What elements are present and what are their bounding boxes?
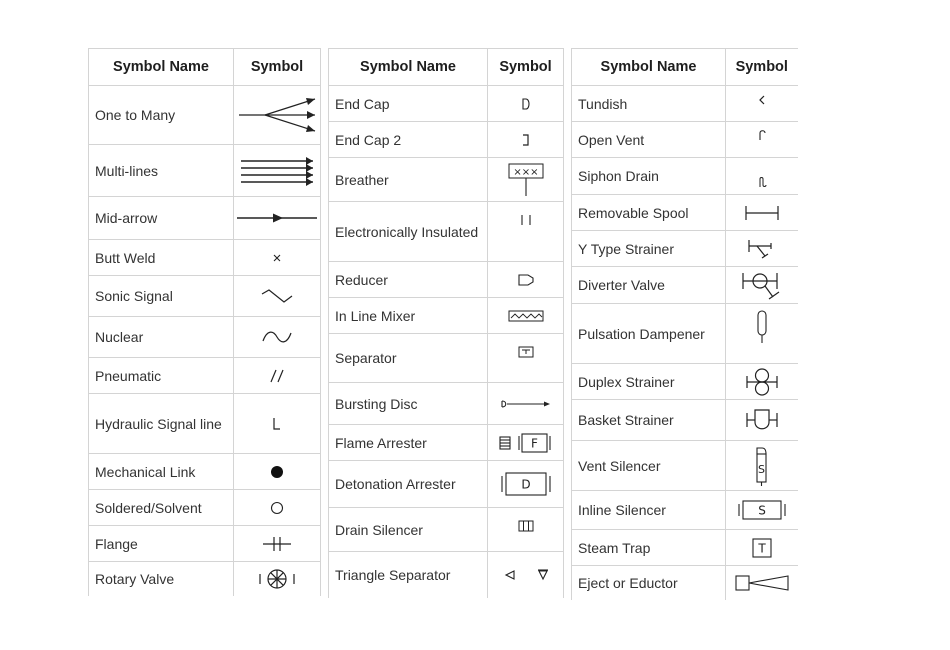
symbol-name: End Cap 2 [329,122,488,158]
sonic-signal-icon [261,288,293,304]
table-row [329,334,564,383]
pulsation-dampener-icon [756,310,768,344]
table-row [329,461,564,508]
table-row [329,383,564,425]
bursting-disc-icon [501,399,551,409]
flame-arrester-symbol-text: F [530,436,538,450]
symbol-name: Multi-lines [89,145,234,197]
symbol-name: Breather [329,158,488,202]
detonation-arrester-symbol-text: D [520,477,531,492]
symbol-name: Nuclear [89,317,234,358]
symbol-name: Pulsation Dampener [572,304,726,364]
table-row [572,231,798,267]
symbol-name: Flange [89,526,234,562]
table-row [329,202,564,262]
symbol-name: Tundish [572,86,726,122]
rotary-valve-icon [257,568,297,590]
open-vent-icon [757,129,767,141]
symbol-name: Bursting Disc [329,383,488,425]
table-row [89,276,321,317]
symbol-name: Drain Silencer [329,508,488,552]
symbol-name: Mid-arrow [89,197,234,240]
symbol-name-header: Symbol Name [89,49,234,86]
breather-symbol-text: ××× [512,166,539,178]
table-row [572,195,798,231]
separator-icon [518,346,534,358]
removable-spool-icon [744,205,780,221]
symbol-header: Symbol [234,49,321,86]
table-row [329,298,564,334]
inline-silencer-icon [737,499,787,521]
symbol-name: Y Type Strainer [572,231,726,267]
symbol-name: Triangle Separator [329,552,488,598]
symbol-name: Reducer [329,262,488,298]
symbol-name: Removable Spool [572,195,726,231]
hydraulic-signal-icon [272,417,282,431]
symbol-name: Mechanical Link [89,454,234,490]
table-row [89,240,321,276]
symbol-name: Vent Silencer [572,441,726,491]
flange-icon [263,536,291,552]
table-row [572,491,798,530]
mid-arrow-icon [237,212,317,224]
symbol-name: Sonic Signal [89,276,234,317]
detonation-arrester-icon [500,471,552,497]
mechanical-link-icon [270,465,284,479]
symbol-name: Separator [329,334,488,383]
symbol-header: Symbol [488,49,564,86]
symbol-name: In Line Mixer [329,298,488,334]
y-type-strainer-icon [747,239,777,259]
table-row [572,400,798,441]
table-row [89,358,321,394]
table-header-row [329,49,564,86]
symbol-name: Eject or Eductor [572,566,726,600]
symbol-name: Steam Trap [572,530,726,566]
symbol-name: Duplex Strainer [572,364,726,400]
reducer-icon [518,274,534,286]
steam-trap-icon [751,537,773,559]
one-to-many-icon [237,95,317,135]
vent-silencer-icon [754,446,770,486]
symbol-name-header: Symbol Name [572,49,726,86]
table-row [89,394,321,454]
symbols-table-3 [571,48,798,600]
symbol-name: Open Vent [572,122,726,158]
table-row [89,562,321,596]
table-row [572,304,798,364]
symbol-name: Detonation Arrester [329,461,488,508]
symbol-name: Butt Weld [89,240,234,276]
symbol-name: Basket Strainer [572,400,726,441]
symbol-name: Hydraulic Signal line [89,394,234,454]
steam-trap-symbol-text: T [758,541,766,555]
diverter-valve-icon [741,270,783,300]
symbol-header: Symbol [726,49,798,86]
table-row [572,86,798,122]
table-row [572,122,798,158]
table-row [572,267,798,304]
inline-silencer-symbol-text: S [757,503,766,518]
pneumatic-icon [269,369,285,383]
table-row [89,145,321,197]
symbol-name: Electronically Insulated [329,202,488,262]
table-row [89,317,321,358]
electronically-insulated-icon [519,214,533,226]
table-row [329,262,564,298]
table-header-row [89,49,321,86]
symbol-name: Diverter Valve [572,267,726,304]
symbol-name: Siphon Drain [572,158,726,195]
table-row [329,508,564,552]
multi-lines-icon [239,156,315,186]
table-row [89,490,321,526]
symbols-table-2 [328,48,564,598]
symbols-table-1 [88,48,321,596]
symbol-name: Flame Arrester [329,425,488,461]
butt-weld-icon [272,253,282,263]
table-row [572,158,798,195]
in-line-mixer-icon [508,310,544,322]
duplex-strainer-icon [744,367,780,397]
breather-icon [507,163,545,197]
drain-silencer-icon [518,520,534,532]
flame-arrester-icon [498,432,554,454]
end-cap-2-icon [521,133,531,147]
end-cap-icon [521,97,531,111]
tundish-icon [757,94,767,106]
table-row [89,86,321,145]
table-row [572,441,798,491]
table-row [329,122,564,158]
table-row [329,425,564,461]
symbol-name: One to Many [89,86,234,145]
table-row [329,158,564,202]
table-header-row [572,49,798,86]
table-row [329,86,564,122]
symbol-name: Soldered/Solvent [89,490,234,526]
triangle-separator-icon [502,568,550,582]
table-row [572,530,798,566]
symbol-name: Rotary Valve [89,562,234,596]
siphon-drain-icon [757,176,767,188]
symbol-name: End Cap [329,86,488,122]
symbol-name: Inline Silencer [572,491,726,530]
eject-eductor-icon [734,574,790,592]
table-row [572,364,798,400]
table-row [89,454,321,490]
symbol-name: Pneumatic [89,358,234,394]
table-row [572,566,798,600]
table-row [89,526,321,562]
table-row [329,552,564,598]
vent-silencer-symbol-text: S [757,462,765,476]
nuclear-icon [262,329,292,345]
soldered-solvent-icon [270,501,284,515]
table-row [89,197,321,240]
basket-strainer-icon [744,407,780,433]
symbol-name-header: Symbol Name [329,49,488,86]
